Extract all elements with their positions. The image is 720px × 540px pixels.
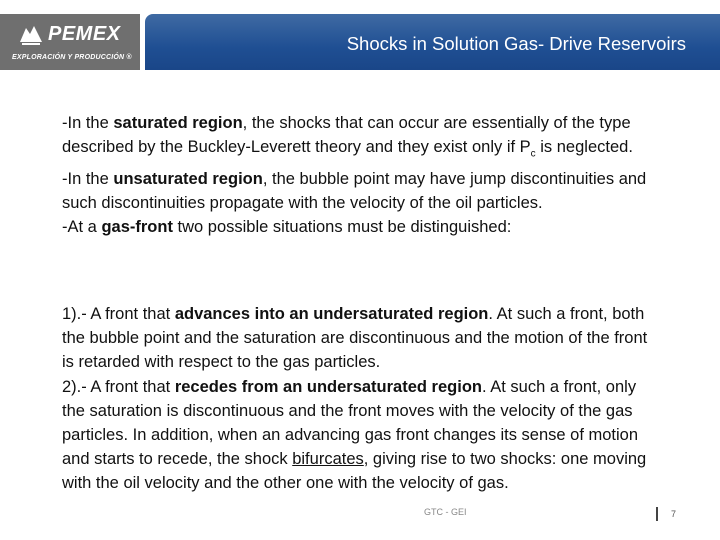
emphasis-unsaturated-region: unsaturated region <box>113 169 263 188</box>
logo-subtitle: EXPLORACIÓN Y PRODUCCIÓN ® <box>12 54 132 61</box>
bullet-saturated <box>62 111 662 167</box>
text-run: 1).- A front that <box>62 305 175 323</box>
emphasis-gas-front: gas-front <box>101 218 173 237</box>
footer-label: GTC - GEI <box>424 507 467 517</box>
footer-divider <box>656 507 658 521</box>
text-run: -At a <box>62 218 102 237</box>
body-paragraph-2 <box>62 302 662 496</box>
pemex-eagle-icon <box>18 22 44 48</box>
body-paragraph-1 <box>62 111 662 239</box>
text-run: -In the <box>62 169 114 188</box>
emphasis-advances: advances into an undersaturated region <box>174 305 489 323</box>
page-number: 7 <box>671 509 677 519</box>
emphasis-saturated-region: saturated region <box>113 114 243 132</box>
case-2-receding-front <box>62 375 662 496</box>
title-bar <box>145 14 720 70</box>
text-run: . At such a front, only the saturation is discontinuous and the front moves with the velocity of the gas particles. In addition, when an advancing gas front changes its sense of motion and starts to recede, the shock <box>62 377 639 469</box>
emphasis-recedes: recedes from an undersaturated region <box>174 377 482 396</box>
underlined-bifurcates: bifurcates <box>292 450 364 469</box>
page-title: Shocks in Solution Gas- Drive Reservoirs <box>346 33 686 54</box>
subscript-c: c <box>530 148 536 160</box>
text-run: is neglected. <box>535 138 633 157</box>
text-run: , the shocks that can occur are essentially of the type described by the Buckley-Leverett theory and they exist only if P <box>62 114 631 157</box>
bullet-unsaturated <box>62 167 662 215</box>
text-run: , the bubble point may have jump discontinuities and such discontinuities propagate with the velocity of the oil particles. <box>62 169 647 212</box>
bullet-gas-front <box>62 215 662 239</box>
text-run: -In the <box>62 114 114 132</box>
text-run: . At such a front, both the bubble point and the saturation are discontinuous and the motion of the front is retarded with respect to the gas particles. <box>62 305 648 372</box>
logo-name: PEMEX <box>48 23 121 45</box>
text-run: 2).- A front that <box>62 377 175 396</box>
text-run: two possible situations must be distinguished: <box>172 218 512 237</box>
pemex-logo <box>0 14 140 70</box>
case-1-advancing-front <box>62 302 662 375</box>
text-run: , giving rise to two shocks: one moving with the oil velocity and the other one with the velocity of gas. <box>62 450 647 493</box>
